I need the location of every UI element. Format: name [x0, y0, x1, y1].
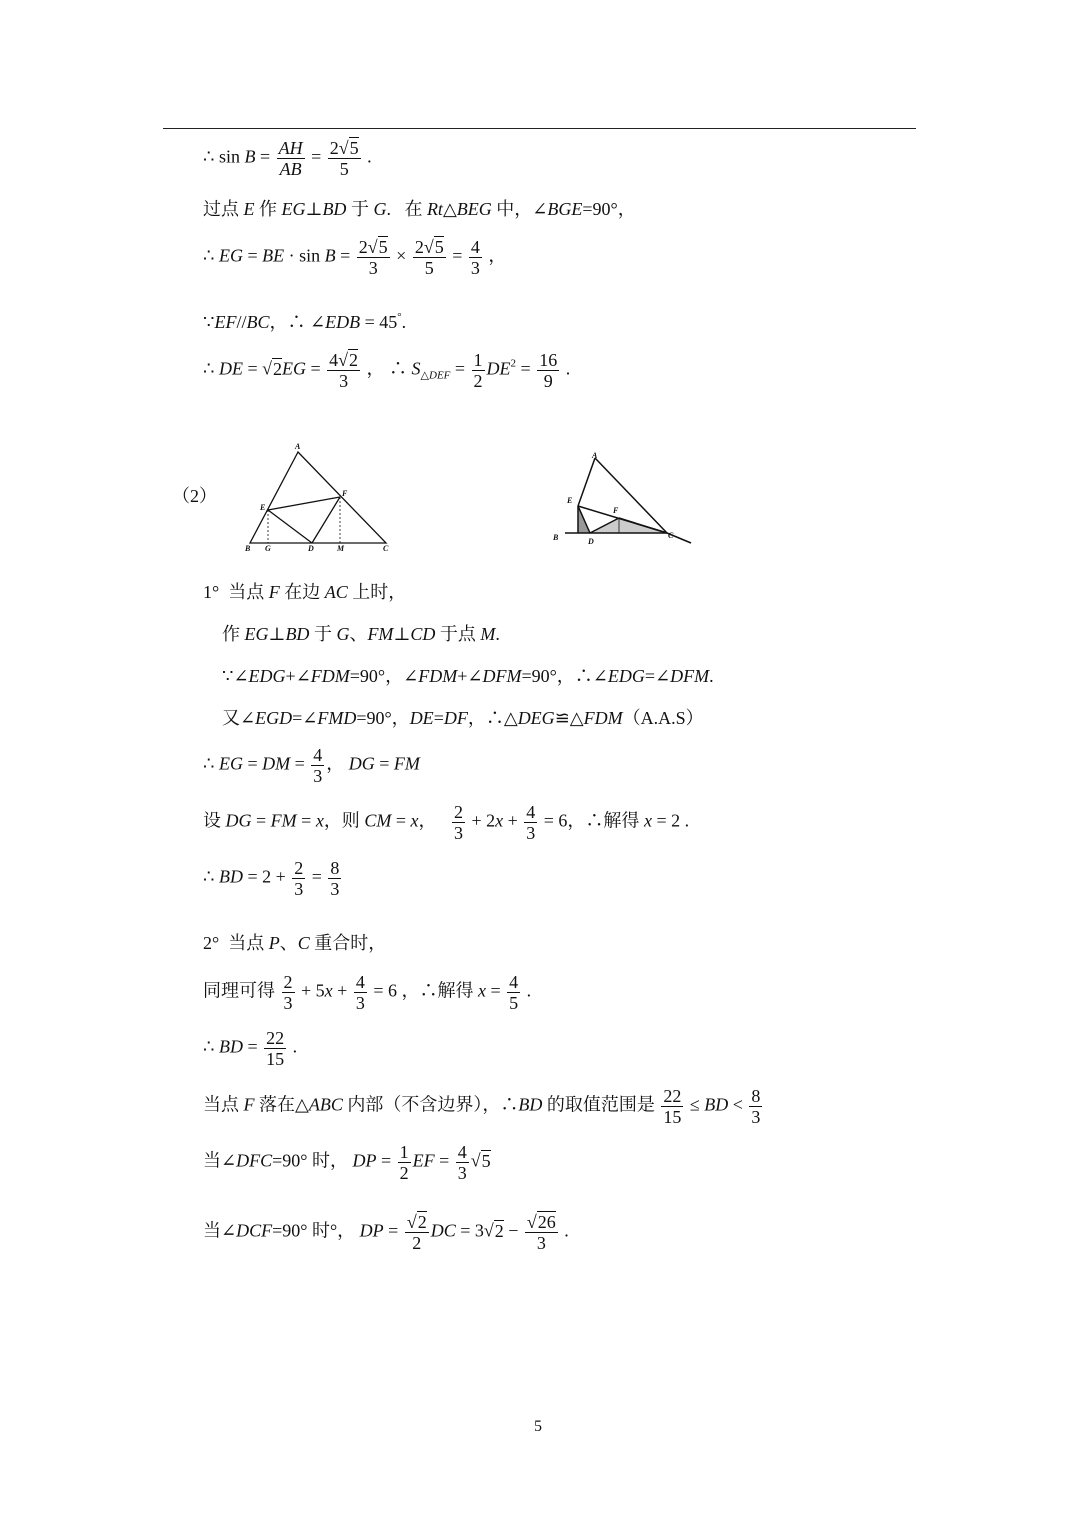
svg-text:E: E — [260, 503, 266, 512]
equation-DP1: 当∠DFC=90° 时， DP = $\frac{1}{2}$ EF = $\frac{4}{3}$ √5 — [203, 1142, 491, 1183]
equation-EG: ∴ EG = BE · sin B = $\frac{2√5}{3}$ × $\frac{2√5}{5}$ = $\frac{4}{3}$ ， — [203, 237, 507, 278]
figure-left-triangle — [240, 440, 400, 555]
equation-solve-x1: 设 DG = FM = x，则 CM = x， $\frac{2}{3}$ + 2x + $\frac{4}{3}$ = 6，∴解得 x = 2 . — [203, 802, 690, 843]
svg-text:C: C — [668, 531, 674, 540]
header-rule — [163, 128, 916, 129]
equation-DP2: 当∠DCF=90° 时°， DP = $\frac{√2}{2}$ DC = 3√2 − $\frac{√26}{3}$ . — [203, 1212, 569, 1253]
equation-BD2: ∴ BD = $\frac{22}{15}$ . — [203, 1028, 298, 1069]
text-line-range: 当点 F 落在△ABC 内部（不含边界），∴BD 的取值范围是 $\frac{22}{15}$ ≤ BD < $\frac{8}{3}$ — [203, 1086, 761, 1127]
text-line-parallel: ∵EF//BC，∴ ∠EDB = 45°. — [203, 311, 407, 332]
equation-sinB: ∴ sin B = $\frac{AH}{AB}$ = $\frac{2√5}{5}$ . — [203, 138, 372, 179]
text-line-construct-EG: 过点 E 作 EG⊥BD 于 G. 在 Rt△BEG 中，∠BGE=90°， — [203, 199, 636, 219]
svg-text:A: A — [592, 451, 598, 460]
svg-text:G: G — [265, 544, 271, 553]
page-number: 5 — [534, 1418, 542, 1435]
text-line-construct: 作 EG⊥BD 于 G、FM⊥CD 于点 M. — [222, 624, 500, 644]
svg-text:F: F — [613, 506, 619, 515]
svg-text:B: B — [553, 533, 559, 542]
equation-DE-area: ∴ DE = √2EG = $\frac{4√2}{3}$ ， ∴ $S_{\triangle DEF}$ = $\frac{1}{2}$ $DE^2$ = $\frac{16}{9}$ . — [203, 350, 571, 391]
equation-BD1: ∴ BD = 2 + $\frac{2}{3}$ = $\frac{8}{3}$ — [203, 858, 340, 899]
equation-solve-x2: 同理可得 $\frac{2}{3}$ + 5x + $\frac{4}{3}$ = 6 ，∴解得 x = $\frac{4}{5}$ . — [203, 972, 532, 1013]
svg-text:C: C — [383, 544, 389, 553]
text-line-angles: ∵∠EDG+∠FDM=90°，∠FDM+∠DFM=90°，∴∠EDG=∠DFM. — [222, 666, 714, 686]
case1-title: 1° 当点 F 在边 AC 上时， — [203, 582, 407, 602]
case2-title: 2° 当点 P、C 重合时， — [203, 933, 387, 953]
svg-text:D: D — [588, 537, 594, 546]
svg-text:A: A — [295, 442, 301, 451]
svg-text:D: D — [308, 544, 314, 553]
equation-EG-DM: ∴ EG = DM = $\frac{4}{3}$ ， DG = FM — [203, 745, 420, 786]
svg-text:E: E — [567, 496, 573, 505]
svg-text:M: M — [337, 544, 345, 553]
svg-text:F: F — [342, 489, 348, 498]
figure-right-triangle — [545, 448, 700, 548]
text-line-congruent: 又∠EGD=∠FMD=90°，DE=DF，∴△DEG≌△FDM（A.A.S） — [222, 708, 704, 728]
svg-text:B: B — [245, 544, 251, 553]
part-label: （2） — [172, 486, 217, 506]
